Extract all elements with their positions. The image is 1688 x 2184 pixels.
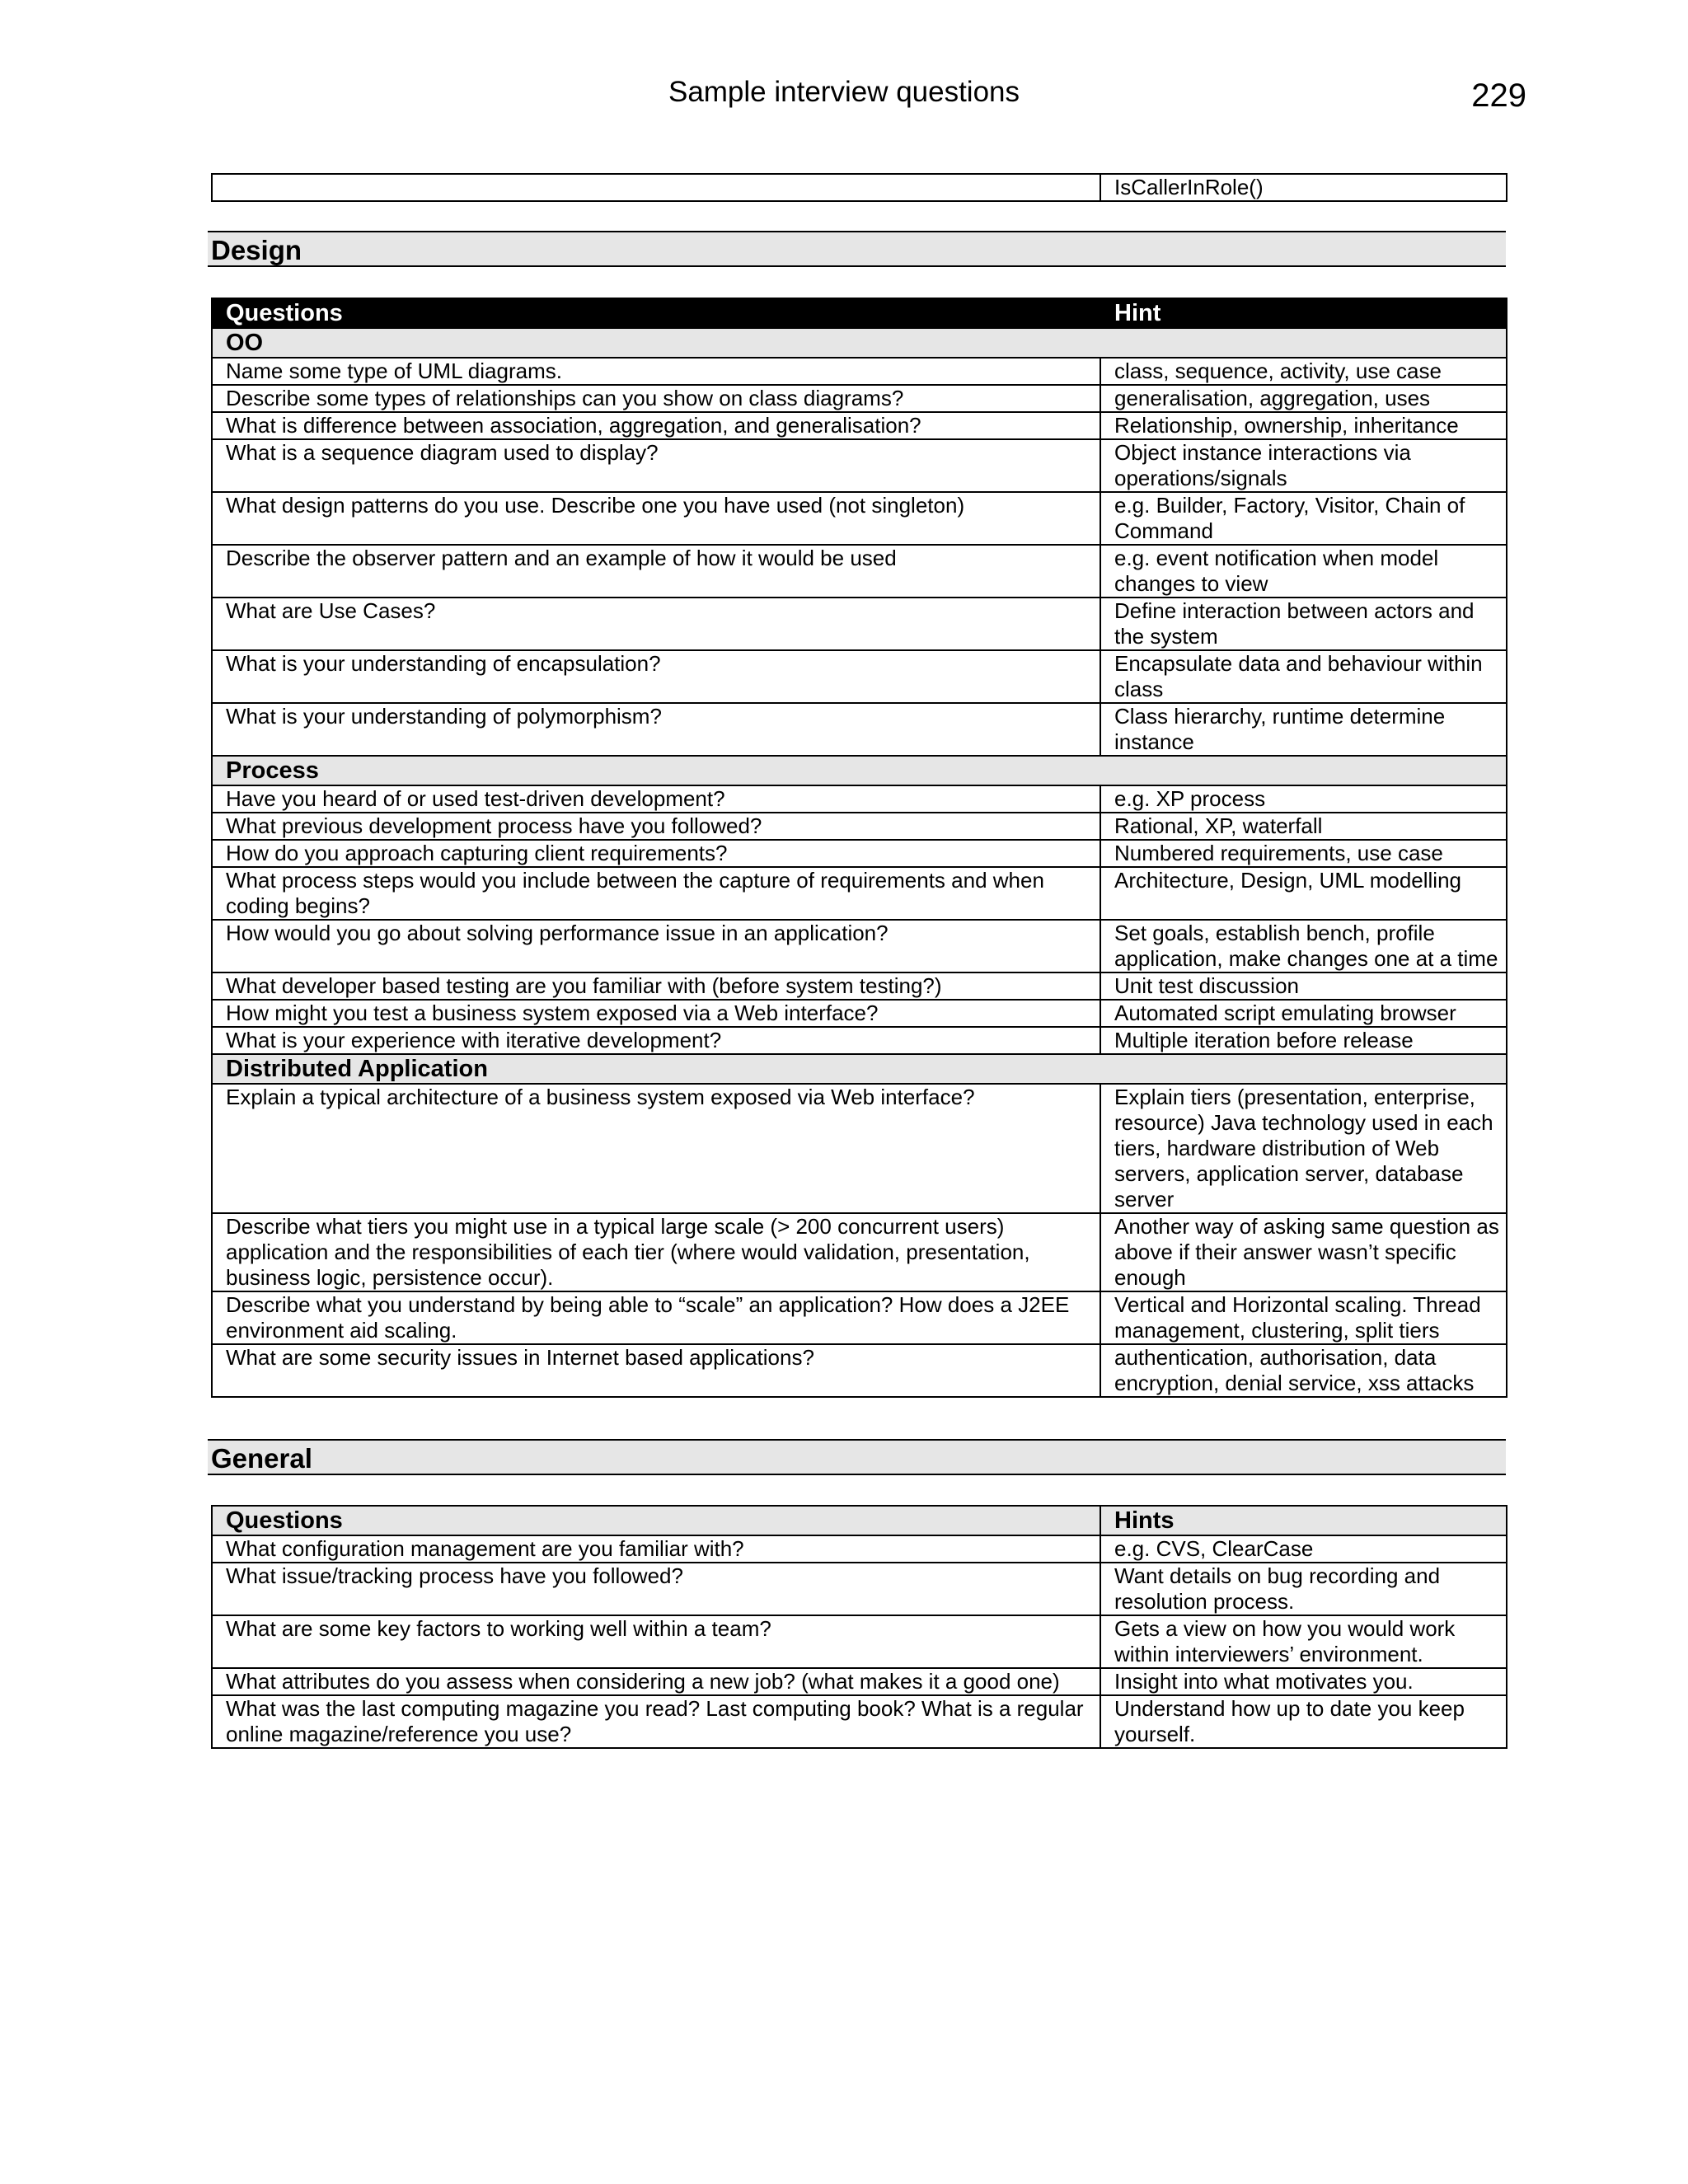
question-cell: What was the last computing magazine you read? Last computing book? What is a regular online magazine/reference you use? bbox=[212, 1695, 1100, 1748]
hint-cell: Another way of asking same question as above if their answer wasn’t specific enough bbox=[1100, 1213, 1507, 1291]
hint-cell: Rational, XP, waterfall bbox=[1100, 813, 1507, 840]
table-row bbox=[212, 650, 1507, 703]
group-heading-row bbox=[212, 1054, 1507, 1084]
table-row bbox=[212, 1535, 1507, 1563]
table-row bbox=[212, 412, 1507, 439]
question-cell: Describe the observer pattern and an example of how it would be used bbox=[212, 545, 1100, 598]
table-row bbox=[212, 1695, 1507, 1748]
question-cell: Name some type of UML diagrams. bbox=[212, 358, 1100, 385]
question-cell: What is your experience with iterative development? bbox=[212, 1027, 1100, 1054]
hint-cell: Object instance interactions via operations/signals bbox=[1100, 439, 1507, 492]
table-row bbox=[212, 598, 1507, 650]
table-row bbox=[212, 385, 1507, 412]
hint-cell: Define interaction between actors and the system bbox=[1100, 598, 1507, 650]
table-row bbox=[212, 1563, 1507, 1615]
hint-cell: e.g. CVS, ClearCase bbox=[1100, 1535, 1507, 1563]
question-cell: What are some security issues in Internet based applications? bbox=[212, 1344, 1100, 1397]
question-cell: What is your understanding of polymorphism? bbox=[212, 703, 1100, 756]
hint-cell: Numbered requirements, use case bbox=[1100, 840, 1507, 867]
table-header-row bbox=[212, 1506, 1507, 1535]
table-row bbox=[212, 1291, 1507, 1344]
hint-cell: Automated script emulating browser bbox=[1100, 1000, 1507, 1027]
hints-column-header: Hints bbox=[1100, 1506, 1507, 1535]
hint-cell: Explain tiers (presentation, enterprise, resource) Java technology used in each tiers, hardware distribution of Web servers, application server, database server bbox=[1100, 1084, 1507, 1213]
table-row bbox=[212, 703, 1507, 756]
hint-cell: Set goals, establish bench, profile application, make changes one at a time bbox=[1100, 920, 1507, 972]
table-row bbox=[212, 1027, 1507, 1054]
question-cell: What is a sequence diagram used to display? bbox=[212, 439, 1100, 492]
table-row bbox=[212, 545, 1507, 598]
hint-cell: Encapsulate data and behaviour within class bbox=[1100, 650, 1507, 703]
hint-cell: class, sequence, activity, use case bbox=[1100, 358, 1507, 385]
hint-cell: Want details on bug recording and resolution process. bbox=[1100, 1563, 1507, 1615]
hint-cell: e.g. Builder, Factory, Visitor, Chain of Command bbox=[1100, 492, 1507, 545]
general-questions-table bbox=[211, 1505, 1507, 1749]
question-cell: What process steps would you include between the capture of requirements and when coding begins? bbox=[212, 867, 1100, 920]
table-row bbox=[212, 972, 1507, 1000]
hint-cell: e.g. event notification when model changes to view bbox=[1100, 545, 1507, 598]
hint-cell: Relationship, ownership, inheritance bbox=[1100, 412, 1507, 439]
hint-cell: Unit test discussion bbox=[1100, 972, 1507, 1000]
table-header-row bbox=[212, 298, 1507, 328]
table-row bbox=[212, 358, 1507, 385]
question-cell: Have you heard of or used test-driven development? bbox=[212, 785, 1100, 813]
question-cell: Describe what tiers you might use in a typical large scale (> 200 concurrent users) application and the responsibilities of each tier (where would validation, presentation, business logic, persistence occur). bbox=[212, 1213, 1100, 1291]
table-row bbox=[212, 920, 1507, 972]
question-cell: What are Use Cases? bbox=[212, 598, 1100, 650]
general-section-heading: General bbox=[208, 1439, 1506, 1475]
question-cell bbox=[212, 174, 1100, 201]
table-row bbox=[212, 785, 1507, 813]
hint-cell: Multiple iteration before release bbox=[1100, 1027, 1507, 1054]
hint-cell: Gets a view on how you would work within interviewers’ environment. bbox=[1100, 1615, 1507, 1668]
question-cell: Describe some types of relationships can you show on class diagrams? bbox=[212, 385, 1100, 412]
question-cell: What developer based testing are you familiar with (before system testing?) bbox=[212, 972, 1100, 1000]
table-row bbox=[212, 174, 1507, 201]
questions-column-header: Questions bbox=[212, 298, 1100, 328]
group-heading-row bbox=[212, 328, 1507, 358]
question-cell: What attributes do you assess when considering a new job? (what makes it a good one) bbox=[212, 1668, 1100, 1695]
hint-column-header: Hint bbox=[1100, 298, 1507, 328]
question-cell: What are some key factors to working well within a team? bbox=[212, 1615, 1100, 1668]
question-cell: Describe what you understand by being able to “scale” an application? How does a J2EE environment aid scaling. bbox=[212, 1291, 1100, 1344]
table-row bbox=[212, 492, 1507, 545]
question-cell: What design patterns do you use. Describe one you have used (not singleton) bbox=[212, 492, 1100, 545]
table-row bbox=[212, 840, 1507, 867]
question-cell: What issue/tracking process have you followed? bbox=[212, 1563, 1100, 1615]
running-head: Sample interview questions bbox=[668, 76, 1020, 108]
hint-cell: Understand how up to date you keep yourself. bbox=[1100, 1695, 1507, 1748]
table-row bbox=[212, 1084, 1507, 1213]
table-row bbox=[212, 1344, 1507, 1397]
table-row bbox=[212, 867, 1507, 920]
hint-cell: Vertical and Horizontal scaling. Thread management, clustering, split tiers bbox=[1100, 1291, 1507, 1344]
hint-cell: e.g. XP process bbox=[1100, 785, 1507, 813]
design-section-heading: Design bbox=[208, 231, 1506, 267]
table-row bbox=[212, 439, 1507, 492]
hint-cell: generalisation, aggregation, uses bbox=[1100, 385, 1507, 412]
table-row bbox=[212, 1000, 1507, 1027]
hint-cell: IsCallerInRole() bbox=[1100, 174, 1507, 201]
question-cell: Explain a typical architecture of a business system exposed via Web interface? bbox=[212, 1084, 1100, 1213]
table-row bbox=[212, 1213, 1507, 1291]
question-cell: What configuration management are you familiar with? bbox=[212, 1535, 1100, 1563]
group-heading: Process bbox=[212, 756, 1507, 785]
question-cell: What is difference between association, aggregation, and generalisation? bbox=[212, 412, 1100, 439]
hint-cell: Architecture, Design, UML modelling bbox=[1100, 867, 1507, 920]
page-number: 229 bbox=[1471, 77, 1526, 114]
group-heading: Distributed Application bbox=[212, 1054, 1507, 1084]
group-heading: OO bbox=[212, 328, 1507, 358]
group-heading-row bbox=[212, 756, 1507, 785]
question-cell: How would you go about solving performance issue in an application? bbox=[212, 920, 1100, 972]
table-row bbox=[212, 813, 1507, 840]
question-cell: How might you test a business system exposed via a Web interface? bbox=[212, 1000, 1100, 1027]
table-row bbox=[212, 1615, 1507, 1668]
question-cell: How do you approach capturing client requirements? bbox=[212, 840, 1100, 867]
question-cell: What is your understanding of encapsulation? bbox=[212, 650, 1100, 703]
hint-cell: authentication, authorisation, data encryption, denial service, xss attacks bbox=[1100, 1344, 1507, 1397]
continued-table bbox=[211, 173, 1507, 202]
hint-cell: Class hierarchy, runtime determine instance bbox=[1100, 703, 1507, 756]
question-cell: What previous development process have you followed? bbox=[212, 813, 1100, 840]
table-row bbox=[212, 1668, 1507, 1695]
design-questions-table bbox=[211, 298, 1507, 1398]
questions-column-header: Questions bbox=[212, 1506, 1100, 1535]
hint-cell: Insight into what motivates you. bbox=[1100, 1668, 1507, 1695]
